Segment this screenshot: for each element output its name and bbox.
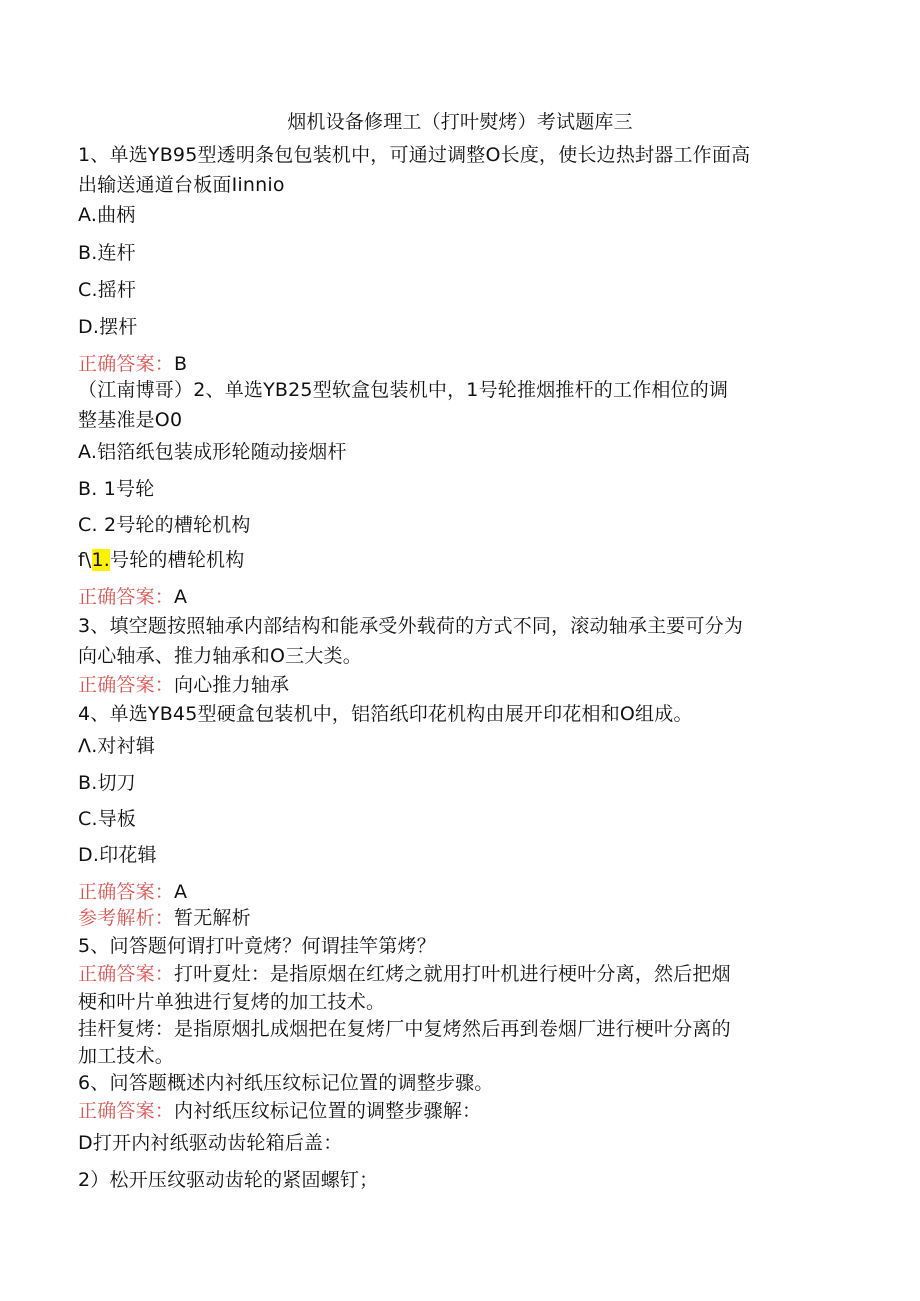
- q5-answer-line4: 加工技术。: [78, 1045, 175, 1067]
- highlighted-text: 1.: [91, 549, 111, 571]
- analysis-label: 参考解析：: [78, 907, 175, 929]
- answer-value: A: [174, 586, 188, 608]
- q1-option-d: D.摆杆: [78, 316, 138, 338]
- q1-stem-line1: 1、单选YB95型透明条包包装机中，可通过调整O长度，使长边热封器工作面高: [78, 144, 751, 166]
- q4-option-d: D.印花辑: [78, 844, 157, 866]
- answer-value: 打叶夏灶：是指原烟在红烤之就用打叶机进行梗叶分离，然后把烟: [174, 963, 731, 985]
- q5-stem: 5、问答题何谓打叶竟烤？何谓挂竿第烤？: [78, 935, 436, 957]
- q2-option-c: C. 2号轮的槽轮机构: [78, 514, 251, 536]
- q6-answer: [78, 1099, 481, 1123]
- q1-answer: [78, 352, 187, 376]
- analysis-value: 暂无解析: [174, 907, 251, 929]
- q2-option-b: B. 1号轮: [78, 478, 155, 500]
- q5-answer-line1: [78, 962, 731, 986]
- q4-option-c: C.导板: [78, 808, 137, 830]
- q5-answer-line2: 梗和叶片单独进行复烤的加工技术。: [78, 991, 386, 1013]
- answer-label: 正确答案：: [78, 586, 175, 608]
- q4-option-b: B.切刀: [78, 772, 136, 794]
- q2-stem-line2: 整基准是O0: [78, 409, 183, 431]
- q5-answer-line3: 挂杆复烤：是指原烟扎成烟把在复烤厂中复烤然后再到卷烟厂进行梗叶分离的: [78, 1018, 731, 1040]
- q1-stem-line2: 出输送通道台板面Iinnio: [78, 174, 285, 196]
- q4-stem: 4、单选YB45型硬盒包装机中，铝箔纸印花机构由展开印花相和O组成。: [78, 703, 693, 725]
- q2-answer: [78, 585, 187, 609]
- answer-label: 正确答案：: [78, 963, 175, 985]
- q2-stem-line1: （江南博哥）2、单选YB25型软盒包装机中，1号轮推烟推杆的工作相位的调: [78, 379, 729, 401]
- answer-label: 正确答案：: [78, 1100, 175, 1122]
- answer-label: 正确答案：: [78, 674, 175, 696]
- q6-stem: 6、问答题概述内衬纸压纹标记位置的调整步骤。: [78, 1072, 494, 1094]
- q6-step-1: D打开内衬纸驱动齿轮箱后盖：: [78, 1132, 343, 1154]
- q4-analysis: [78, 906, 251, 930]
- q2-option-d-prefix: f\: [78, 549, 92, 571]
- q4-option-a: Λ.对衬辑: [78, 735, 156, 757]
- q3-stem-line1: 3、填空题按照轴承内部结构和能承受外载荷的方式不同，滚动轴承主要可分为: [78, 615, 744, 637]
- answer-label: 正确答案：: [78, 881, 175, 903]
- q2-option-d: [78, 548, 244, 572]
- answer-label: 正确答案：: [78, 353, 175, 375]
- answer-value: A: [174, 881, 188, 903]
- document-title: 烟机设备修理工（打叶熨烤）考试题库三: [287, 111, 633, 133]
- q2-option-d-text: 号轮的槽轮机构: [110, 549, 245, 571]
- answer-value: B: [174, 353, 188, 375]
- q1-option-c: C.摇杆: [78, 279, 137, 301]
- q1-option-a: A.曲柄: [78, 204, 136, 226]
- q3-answer: [78, 673, 289, 697]
- q2-option-a: A.铝箔纸包装成形轮随动接烟杆: [78, 441, 347, 463]
- q6-step-2: 2）松开压纹驱动齿轮的紧固螺钉；: [78, 1169, 379, 1191]
- answer-value: 内衬纸压纹标记位置的调整步骤解：: [174, 1100, 482, 1122]
- q3-stem-line2: 向心轴承、推力轴承和O三大类。: [78, 645, 362, 667]
- q4-answer: [78, 880, 187, 904]
- answer-value: 向心推力轴承: [174, 674, 290, 696]
- q1-option-b: B.连杆: [78, 242, 136, 264]
